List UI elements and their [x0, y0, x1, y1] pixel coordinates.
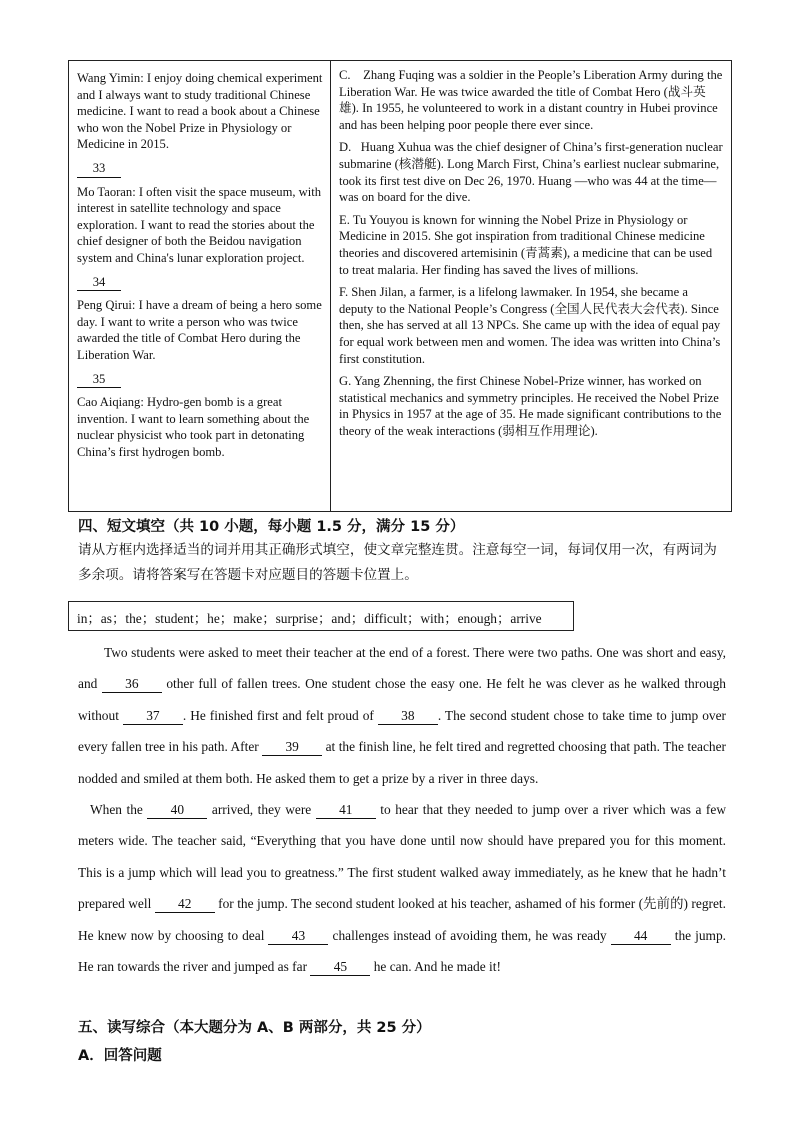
passage-paragraph: Two students were asked to meet their teacher at the end of a forest. There were two paths. One was short and easy, and 36 other full of fallen trees. One student chose the easy one. He felt he was clever as he walked through without 37 . He finished first and felt proud of 38 . The second student chose to take time to jump over every fallen tree in his path. After 39 at the finish line, he felt tired and regretted choosing that path. The teacher nodded and smiled at them both. He asked them to get a prize by a river in three days. — [78, 645, 727, 786]
blank-42: 42 — [155, 896, 215, 913]
matching-table — [68, 60, 732, 512]
option-d: D. Huang Xuhua was the chief designer of China’s first-generation nuclear submarine (核潜艇). Long March First, China’s earliest nuclear submarine, took its first test dive on Dec 26, 1970. Huang —who was 44 at the time—was on board for the dive. — [339, 140, 723, 205]
person-description: Peng Qirui: I have a dream of being a hero some day. I want to write a person who was twice awarded the title of Combat Hero during the Liberation War. — [77, 298, 322, 362]
people-column — [69, 61, 331, 511]
person-description: Mo Taoran: I often visit the space museum, with interest in satellite technology and space exploration. I want to read the stories about the chief designer of both the Beidou navigation system and China's lunar exploration project. — [77, 184, 322, 265]
answer-blank: 34 — [77, 274, 324, 292]
option-e: E. Tu Youyou is known for winning the Nobel Prize in Physiology or Medicine in 2015. She got inspiration from traditional Chinese medicine theories and discovered artemisinin (青蒿素), a medicine that can be used to treat malaria. Her finding has saved the lives of millions. — [339, 212, 713, 277]
person-description: Cao Aiqiang: Hydro-gen bomb is a great invention. I want to learn something about the nuclear physicist who took part in detonating China’s first hydrogen bomb. — [77, 395, 310, 459]
option-f: F. Shen Jilan, a farmer, is a lifelong lawmaker. In 1954, she became a deputy to the National People’s Congress (全国人民代表大会代表). Since then, she has served at all 13 NPCs. She came up with the idea of equal pay for equal work between men and women. The idea was written into China’s first constitution. — [339, 285, 721, 366]
section-four-instruction: 请从方框内选择适当的词并用其正确形式填空，使文章完整连贯。注意每空一词，每词仅用一次，有两词为多余项。请将答案写在答题卡对应题目的答题卡位置上。 — [78, 542, 717, 583]
blank-45: 45 — [310, 959, 370, 976]
blank-43: 43 — [268, 928, 328, 945]
blank-40: 40 — [147, 802, 207, 819]
blank-36: 36 — [102, 676, 162, 693]
word-box: in；as；the；student；he；make；surprise；and；difficult；with；enough；arrive — [68, 601, 574, 631]
passage-paragraph: When the 40 arrived, they were 41 to hear that they needed to jump over a river which was a few meters wide. The teacher said, “Everything that you have done until now should have prepared you for this moment. This is a jump which will lead you to greatness.” The first student walked away immediately, as he knew that he hadn’t prepared well 42 for the jump. The second student looked at his teacher, ashamed of his former (先前的) regret. He knew now by choosing to deal 43 challenges instead of avoiding them, he was ready 44 the jump. He ran towards the river and jumped as far 45 he can. And he made it! — [78, 802, 727, 975]
options-column — [331, 61, 731, 511]
answer-blank: 33 — [77, 160, 324, 178]
blank-39: 39 — [262, 739, 322, 756]
blank-41: 41 — [316, 802, 376, 819]
section-four-title: 四、短文填空（共 10 小题，每小题 1.5 分，满分 15 分） — [78, 519, 465, 535]
option-c: C. Zhang Fuqing was a soldier in the People’s Liberation Army during the Liberation War. He was twice awarded the title of Combat Hero (战斗英雄). In 1955, he volunteered to work in a distant country in Hubei province and has been helping poor people there ever since. — [339, 68, 723, 132]
answer-blank: 35 — [77, 371, 324, 389]
blank-38: 38 — [378, 708, 438, 725]
cloze-passage — [78, 637, 726, 982]
section-five-subtitle: A．回答问题 — [78, 1048, 162, 1064]
option-g: G. Yang Zhenning, the first Chinese Nobel-Prize winner, has worked on statistical mechanics and symmetry principles. He received the Nobel Prize in Physics in 1957 at the age of 35. He made significant contributions to the theory of the weak interactions (弱相互作用理论). — [339, 374, 722, 438]
blank-37: 37 — [123, 708, 183, 725]
section-five-title: 五、读写综合（本大题分为 A、B 两部分，共 25 分） — [78, 1020, 431, 1036]
blank-44: 44 — [611, 928, 671, 945]
person-description: Wang Yimin: I enjoy doing chemical experiment and I always want to study traditional Chinese medicine. I want to read a book about a Chinese who won the Nobel Prize in Physiology or Medicine in 2015. — [77, 71, 323, 152]
